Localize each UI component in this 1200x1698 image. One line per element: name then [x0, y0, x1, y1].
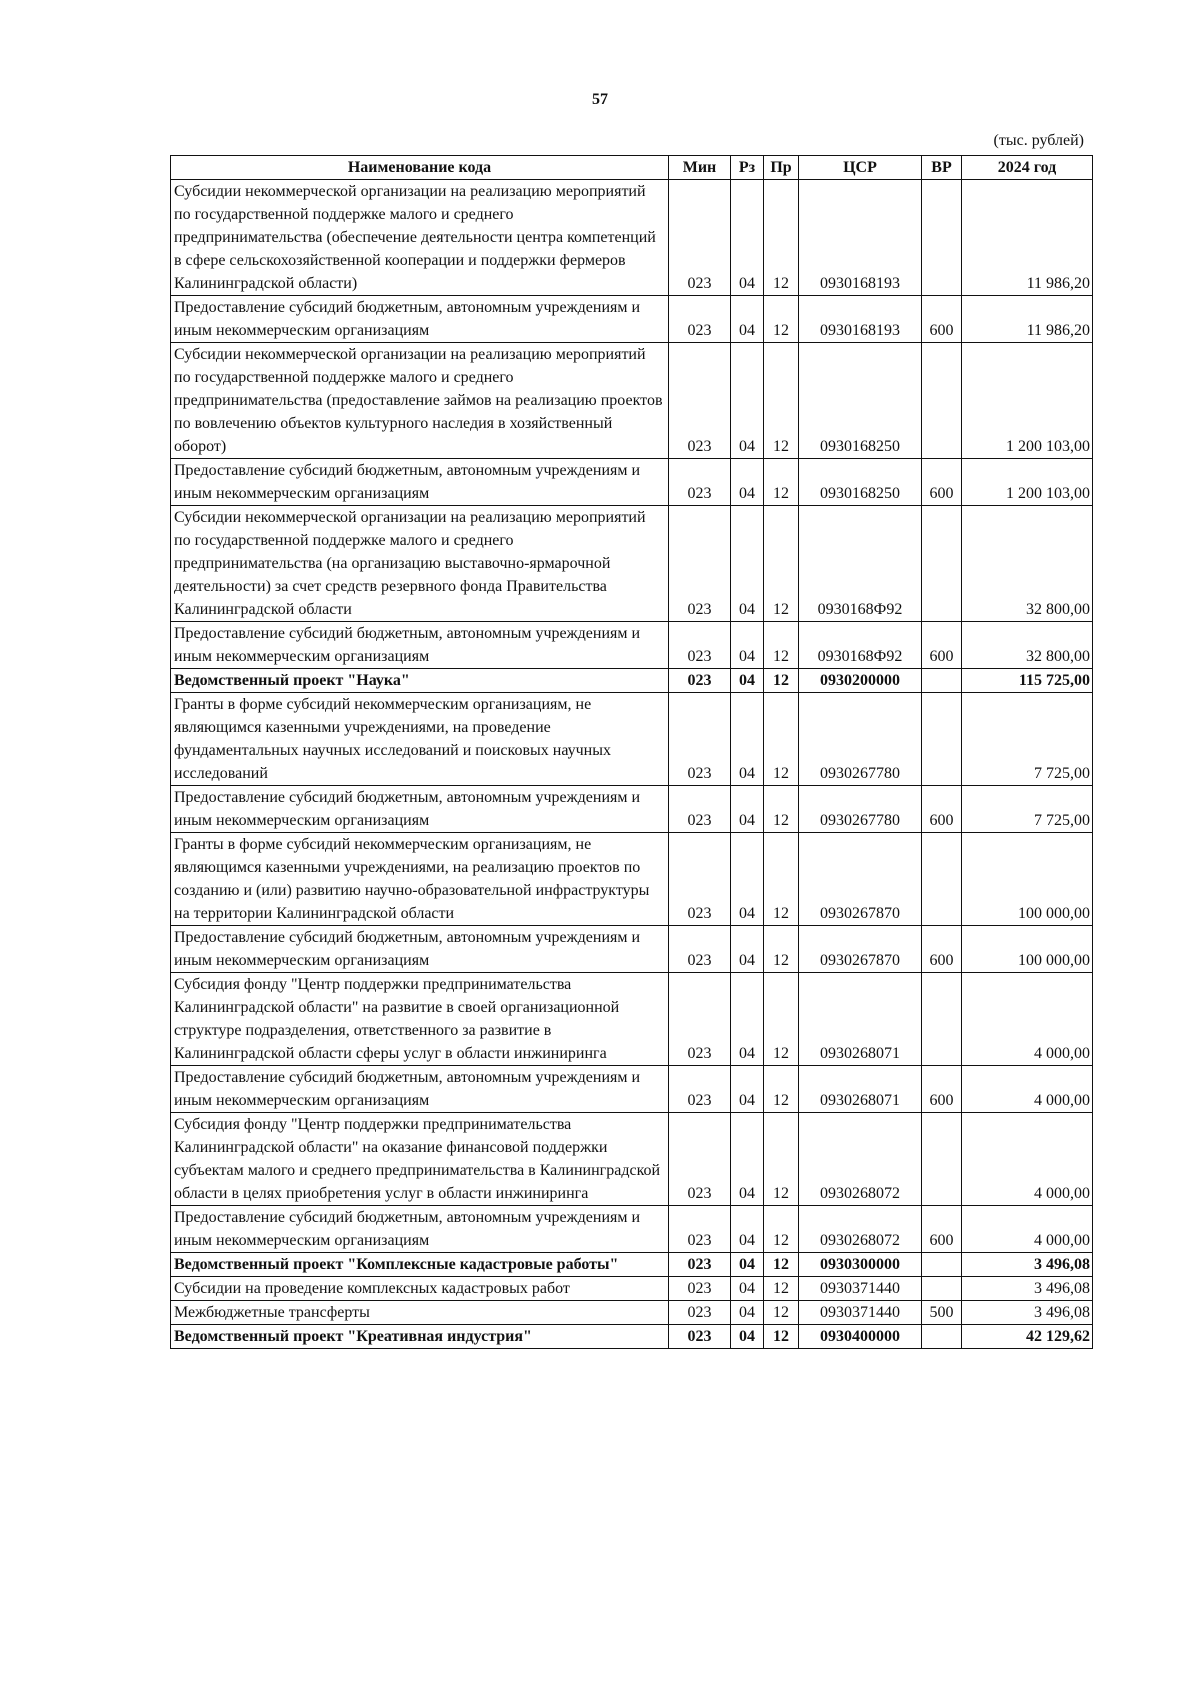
header-name: Наименование кода	[171, 156, 669, 180]
cell-min: 023	[669, 833, 731, 926]
cell-vr	[922, 1325, 962, 1349]
cell-rz: 04	[731, 343, 764, 459]
cell-min: 023	[669, 926, 731, 973]
table-row	[171, 669, 1093, 693]
cell-csr: 0930371440	[799, 1301, 922, 1325]
cell-csr: 0930267870	[799, 833, 922, 926]
cell-sum: 11 986,20	[962, 296, 1093, 343]
table-body	[171, 180, 1093, 1349]
cell-rz: 04	[731, 622, 764, 669]
budget-table	[170, 155, 1093, 1349]
cell-pr: 12	[764, 669, 799, 693]
cell-sum: 7 725,00	[962, 786, 1093, 833]
cell-csr: 0930267780	[799, 786, 922, 833]
cell-min: 023	[669, 973, 731, 1066]
cell-rz: 04	[731, 973, 764, 1066]
cell-csr: 0930371440	[799, 1277, 922, 1301]
cell-rz: 04	[731, 1277, 764, 1301]
cell-pr: 12	[764, 622, 799, 669]
header-csr: ЦСР	[799, 156, 922, 180]
cell-rz: 04	[731, 180, 764, 296]
cell-pr: 12	[764, 926, 799, 973]
cell-pr: 12	[764, 1113, 799, 1206]
header-rz: Рз	[731, 156, 764, 180]
cell-sum: 42 129,62	[962, 1325, 1093, 1349]
cell-pr: 12	[764, 343, 799, 459]
cell-name: Межбюджетные трансферты	[171, 1301, 669, 1325]
cell-sum: 3 496,08	[962, 1277, 1093, 1301]
cell-pr: 12	[764, 296, 799, 343]
cell-name: Ведомственный проект "Комплексные кадастровые работы"	[171, 1253, 669, 1277]
table-row	[171, 973, 1093, 1066]
cell-rz: 04	[731, 1325, 764, 1349]
cell-pr: 12	[764, 786, 799, 833]
cell-min: 023	[669, 1066, 731, 1113]
cell-name: Ведомственный проект "Креативная индустрия"	[171, 1325, 669, 1349]
cell-sum: 3 496,08	[962, 1301, 1093, 1325]
cell-name: Предоставление субсидий бюджетным, автономным учреждениям и иным некоммерческим организациям	[171, 786, 669, 833]
cell-rz: 04	[731, 1206, 764, 1253]
cell-min: 023	[669, 1206, 731, 1253]
cell-sum: 3 496,08	[962, 1253, 1093, 1277]
header-vr: ВР	[922, 156, 962, 180]
cell-name: Предоставление субсидий бюджетным, автономным учреждениям и иным некоммерческим организациям	[171, 622, 669, 669]
cell-min: 023	[669, 1253, 731, 1277]
table-row	[171, 693, 1093, 786]
table-row	[171, 926, 1093, 973]
cell-pr: 12	[764, 1301, 799, 1325]
table-row	[171, 459, 1093, 506]
cell-name: Предоставление субсидий бюджетным, автономным учреждениям и иным некоммерческим организациям	[171, 1066, 669, 1113]
page-number: 57	[592, 91, 608, 108]
cell-name: Гранты в форме субсидий некоммерческим организациям, не являющимся казенными учреждениями, на проведение фундаментальных научных исследований и поисковых научных исследований	[171, 693, 669, 786]
cell-vr: 600	[922, 786, 962, 833]
cell-rz: 04	[731, 459, 764, 506]
cell-vr	[922, 973, 962, 1066]
cell-name: Предоставление субсидий бюджетным, автономным учреждениям и иным некоммерческим организациям	[171, 459, 669, 506]
cell-vr: 600	[922, 459, 962, 506]
cell-min: 023	[669, 693, 731, 786]
table-row	[171, 1206, 1093, 1253]
cell-sum: 1 200 103,00	[962, 459, 1093, 506]
cell-csr: 0930400000	[799, 1325, 922, 1349]
cell-vr	[922, 669, 962, 693]
cell-pr: 12	[764, 180, 799, 296]
cell-min: 023	[669, 459, 731, 506]
cell-vr: 600	[922, 622, 962, 669]
cell-sum: 4 000,00	[962, 973, 1093, 1066]
cell-vr	[922, 343, 962, 459]
cell-vr	[922, 833, 962, 926]
cell-csr: 0930300000	[799, 1253, 922, 1277]
table-row	[171, 622, 1093, 669]
cell-csr: 0930268071	[799, 973, 922, 1066]
cell-min: 023	[669, 180, 731, 296]
cell-sum: 4 000,00	[962, 1066, 1093, 1113]
cell-rz: 04	[731, 506, 764, 622]
cell-name: Предоставление субсидий бюджетным, автономным учреждениям и иным некоммерческим организациям	[171, 926, 669, 973]
cell-pr: 12	[764, 459, 799, 506]
table-row	[171, 833, 1093, 926]
cell-pr: 12	[764, 973, 799, 1066]
cell-vr: 600	[922, 1066, 962, 1113]
table-header-row	[171, 156, 1093, 180]
cell-vr: 600	[922, 296, 962, 343]
cell-csr: 0930168250	[799, 459, 922, 506]
cell-rz: 04	[731, 926, 764, 973]
cell-min: 023	[669, 343, 731, 459]
cell-vr: 600	[922, 926, 962, 973]
cell-pr: 12	[764, 1277, 799, 1301]
cell-rz: 04	[731, 1253, 764, 1277]
cell-pr: 12	[764, 506, 799, 622]
cell-csr: 0930268071	[799, 1066, 922, 1113]
cell-csr: 0930200000	[799, 669, 922, 693]
cell-vr	[922, 1253, 962, 1277]
cell-sum: 100 000,00	[962, 833, 1093, 926]
cell-min: 023	[669, 1113, 731, 1206]
cell-min: 023	[669, 786, 731, 833]
cell-sum: 4 000,00	[962, 1113, 1093, 1206]
table-row	[171, 786, 1093, 833]
table-row	[171, 180, 1093, 296]
cell-name: Предоставление субсидий бюджетным, автономным учреждениям и иным некоммерческим организациям	[171, 1206, 669, 1253]
cell-pr: 12	[764, 1325, 799, 1349]
cell-sum: 32 800,00	[962, 506, 1093, 622]
cell-min: 023	[669, 1325, 731, 1349]
cell-csr: 0930267780	[799, 693, 922, 786]
cell-csr: 0930168193	[799, 180, 922, 296]
table-row	[171, 1277, 1093, 1301]
table-row	[171, 1253, 1093, 1277]
cell-csr: 0930168Ф92	[799, 622, 922, 669]
cell-rz: 04	[731, 1113, 764, 1206]
cell-sum: 1 200 103,00	[962, 343, 1093, 459]
cell-name: Субсидии на проведение комплексных кадастровых работ	[171, 1277, 669, 1301]
header-pr: Пр	[764, 156, 799, 180]
cell-rz: 04	[731, 1066, 764, 1113]
cell-sum: 100 000,00	[962, 926, 1093, 973]
cell-min: 023	[669, 669, 731, 693]
cell-min: 023	[669, 296, 731, 343]
cell-rz: 04	[731, 833, 764, 926]
cell-min: 023	[669, 506, 731, 622]
table-row	[171, 1301, 1093, 1325]
cell-pr: 12	[764, 693, 799, 786]
cell-min: 023	[669, 1301, 731, 1325]
cell-sum: 11 986,20	[962, 180, 1093, 296]
cell-pr: 12	[764, 1066, 799, 1113]
cell-rz: 04	[731, 296, 764, 343]
cell-rz: 04	[731, 693, 764, 786]
cell-vr	[922, 506, 962, 622]
cell-vr: 500	[922, 1301, 962, 1325]
cell-sum: 7 725,00	[962, 693, 1093, 786]
header-year: 2024 год	[962, 156, 1093, 180]
cell-vr	[922, 1113, 962, 1206]
table-row	[171, 343, 1093, 459]
cell-sum: 4 000,00	[962, 1206, 1093, 1253]
cell-name: Субсидии некоммерческой организации на реализацию мероприятий по государственной поддержке малого и среднего предпринимательства (на организацию выставочно-ярмарочной деятельности) за счет средств резервного фонда Правительства Калининградской области	[171, 506, 669, 622]
cell-rz: 04	[731, 669, 764, 693]
cell-vr: 600	[922, 1206, 962, 1253]
cell-rz: 04	[731, 786, 764, 833]
cell-sum: 115 725,00	[962, 669, 1093, 693]
cell-csr: 0930268072	[799, 1206, 922, 1253]
cell-pr: 12	[764, 1206, 799, 1253]
cell-vr	[922, 1277, 962, 1301]
cell-sum: 32 800,00	[962, 622, 1093, 669]
cell-vr	[922, 180, 962, 296]
header-min: Мин	[669, 156, 731, 180]
cell-name: Субсидии некоммерческой организации на реализацию мероприятий по государственной поддержке малого и среднего предпринимательства (обеспечение деятельности центра компетенций в сфере сельскохозяйственной кооперации и поддержки фермеров Калининградской области)	[171, 180, 669, 296]
table-row	[171, 506, 1093, 622]
cell-name: Субсидия фонду "Центр поддержки предпринимательства Калининградской области" на оказание финансовой поддержки субъектам малого и среднего предпринимательства в Калининградской области в целях приобретения услуг в области инжиниринга	[171, 1113, 669, 1206]
cell-rz: 04	[731, 1301, 764, 1325]
cell-csr: 0930168193	[799, 296, 922, 343]
table-row	[171, 1325, 1093, 1349]
cell-name: Субсидия фонду "Центр поддержки предпринимательства Калининградской области" на развитие в своей организационной структуре подразделения, ответственного за развитие в Калининградской области сферы услуг в области инжиниринга	[171, 973, 669, 1066]
table-row	[171, 296, 1093, 343]
cell-name: Ведомственный проект "Наука"	[171, 669, 669, 693]
cell-pr: 12	[764, 1253, 799, 1277]
cell-csr: 0930168Ф92	[799, 506, 922, 622]
cell-min: 023	[669, 1277, 731, 1301]
cell-csr: 0930168250	[799, 343, 922, 459]
cell-name: Предоставление субсидий бюджетным, автономным учреждениям и иным некоммерческим организациям	[171, 296, 669, 343]
units-label: (тыс. рублей)	[993, 132, 1084, 149]
table-row	[171, 1113, 1093, 1206]
cell-csr: 0930268072	[799, 1113, 922, 1206]
cell-name: Гранты в форме субсидий некоммерческим организациям, не являющимся казенными учреждениями, на реализацию проектов по созданию и (или) развитию научно-образовательной инфраструктуры на территории Калининградской области	[171, 833, 669, 926]
cell-pr: 12	[764, 833, 799, 926]
cell-name: Субсидии некоммерческой организации на реализацию мероприятий по государственной поддержке малого и среднего предпринимательства (предоставление займов на реализацию проектов по вовлечению объектов культурного наследия в хозяйственный оборот)	[171, 343, 669, 459]
cell-min: 023	[669, 622, 731, 669]
table-row	[171, 1066, 1093, 1113]
cell-vr	[922, 693, 962, 786]
cell-csr: 0930267870	[799, 926, 922, 973]
